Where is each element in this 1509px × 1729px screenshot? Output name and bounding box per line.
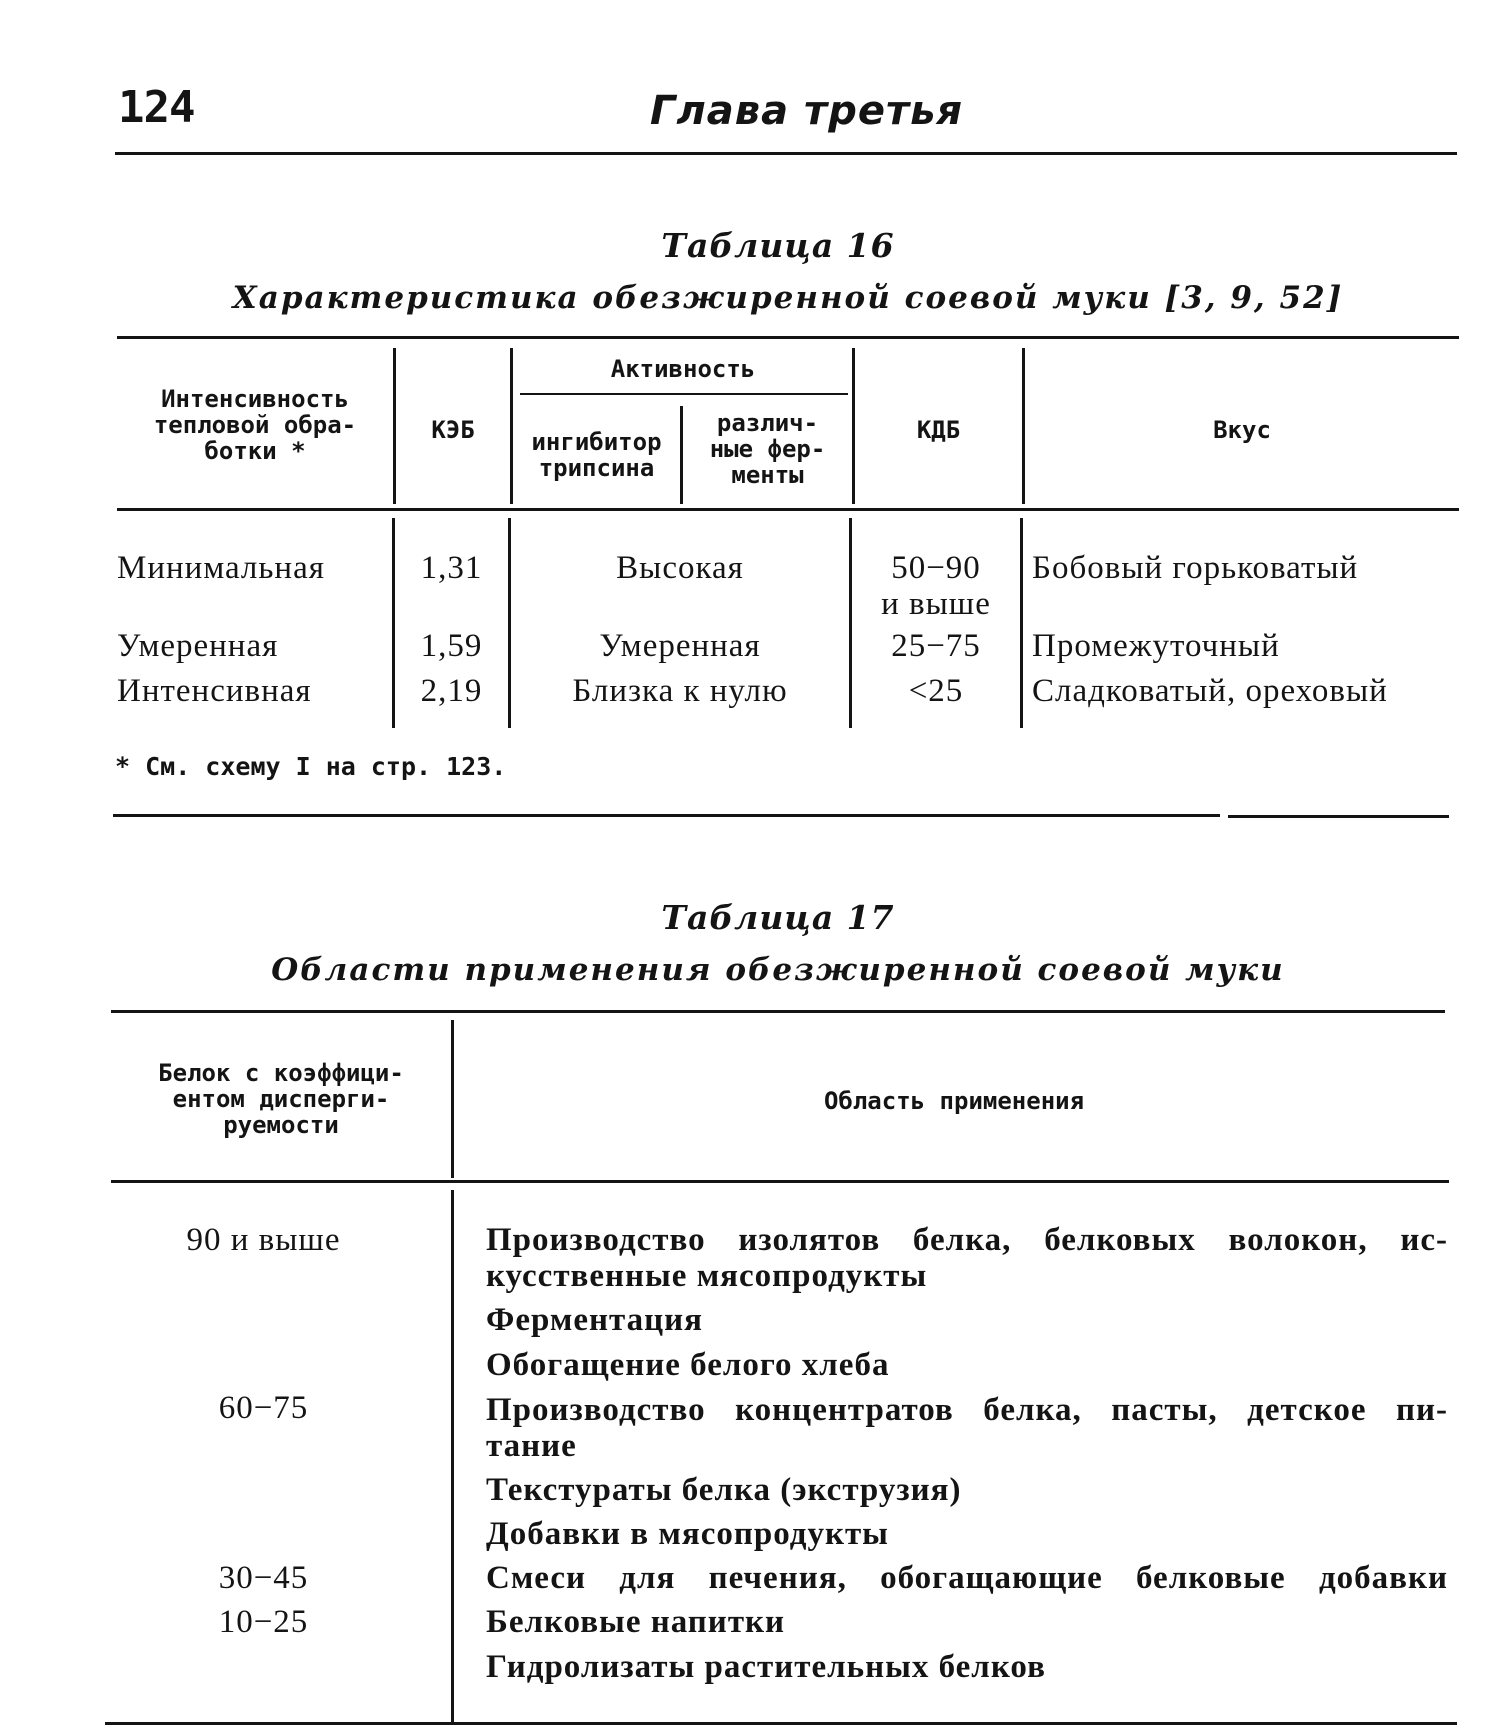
table16-title: Характеристика обезжиренной соевой муки [3, 9, 52] — [232, 280, 1344, 316]
table16-bottom-rule-right — [1228, 815, 1449, 818]
table16-row2-keb: 1,59 — [420, 628, 483, 664]
table17-row5-protein: 10−25 — [218, 1604, 309, 1640]
table16-top-rule — [117, 336, 1459, 339]
table16-activity-rule — [520, 393, 848, 395]
table16-row1-intensity: Минимальная — [117, 550, 325, 586]
table16-row3-intensity: Интенсивная — [117, 673, 312, 709]
table16-row3-kdb: <25 — [908, 673, 964, 709]
header-rule — [115, 152, 1457, 155]
table16-row3-activity: Близка к нулю — [572, 673, 788, 709]
table16-row1-activity: Высокая — [616, 550, 744, 586]
table16-header-taste: Вкус — [1213, 416, 1271, 444]
table17-title: Области применения обезжиренной соевой муки — [271, 952, 1285, 988]
table16-row2-activity: Умеренная — [599, 628, 761, 664]
table17-row1-protein: 90 и выше — [186, 1222, 341, 1258]
table16-footnote: * См. схему I на стр. 123. — [115, 752, 507, 781]
table17-app-drinks: Белковые напитки — [486, 1604, 786, 1640]
table17-app-bread: Обогащение белого хлеба — [486, 1347, 890, 1383]
table16-bvline-4 — [1020, 518, 1023, 728]
table17-top-rule — [111, 1010, 1445, 1013]
table17-header-rule — [111, 1180, 1449, 1183]
table17-header-application: Область применения — [823, 1087, 1085, 1115]
table17-row4-protein: 30−45 — [218, 1560, 309, 1596]
table16-row2-taste: Промежуточный — [1032, 628, 1280, 664]
table16-row1-kdb: 50−90 и выше — [881, 550, 991, 622]
table16-header-rule — [117, 508, 1459, 511]
table16-header-enzymes: различ- ные фер- менты — [709, 409, 826, 489]
table17-row3-protein: 60−75 — [218, 1390, 309, 1426]
table16-row3-taste: Сладковатый, ореховый — [1032, 673, 1388, 709]
table16-bottom-rule — [113, 814, 1220, 817]
page-number: 124 — [118, 82, 195, 133]
table16-label: Таблица 16 — [661, 226, 895, 265]
table16-row2-kdb: 25−75 — [891, 628, 981, 664]
table16-header-activity: Активность — [610, 355, 756, 383]
table16-row2-intensity: Умеренная — [117, 628, 279, 664]
table16-row1-keb: 1,31 — [420, 550, 483, 586]
table17-app-meat-additives: Добавки в мясопродукты — [486, 1516, 889, 1552]
table17-app-hydrolysates: Гидролизаты растительных белков — [486, 1649, 1046, 1685]
table17-bvline — [451, 1190, 454, 1722]
table17-bottom-rule — [105, 1722, 1457, 1725]
table17-app-isolates: Производство изолятов белка, белковых волокон, ис- кусственные мясопродукты — [486, 1222, 1448, 1294]
table17-app-concentrates: Производство концентратов белка, пасты, детское пи- тание — [486, 1392, 1448, 1464]
table17-label: Таблица 17 — [661, 898, 895, 937]
table16-header-intensity: Интенсивность тепловой обра- ботки * — [153, 385, 357, 465]
running-head: Глава третья — [650, 88, 964, 134]
table16-row1-taste: Бобовый горьковатый — [1032, 550, 1359, 586]
table17-header-protein: Белок с коэффици- ентом дисперги- руемости — [158, 1059, 404, 1139]
table16-header-keb: КЭБ — [431, 416, 475, 444]
table17-app-fermentation: Ферментация — [486, 1302, 703, 1338]
table17-app-baking-mixes: Смеси для печения, обогащающие белковые добавки — [486, 1560, 1448, 1596]
table17-app-textured: Текстураты белка (экструзия) — [486, 1472, 962, 1508]
table16-header-kdb: КДБ — [916, 416, 961, 444]
table16-header-inhibitor: ингибитор трипсина — [531, 428, 662, 482]
table16-row3-keb: 2,19 — [420, 673, 483, 709]
